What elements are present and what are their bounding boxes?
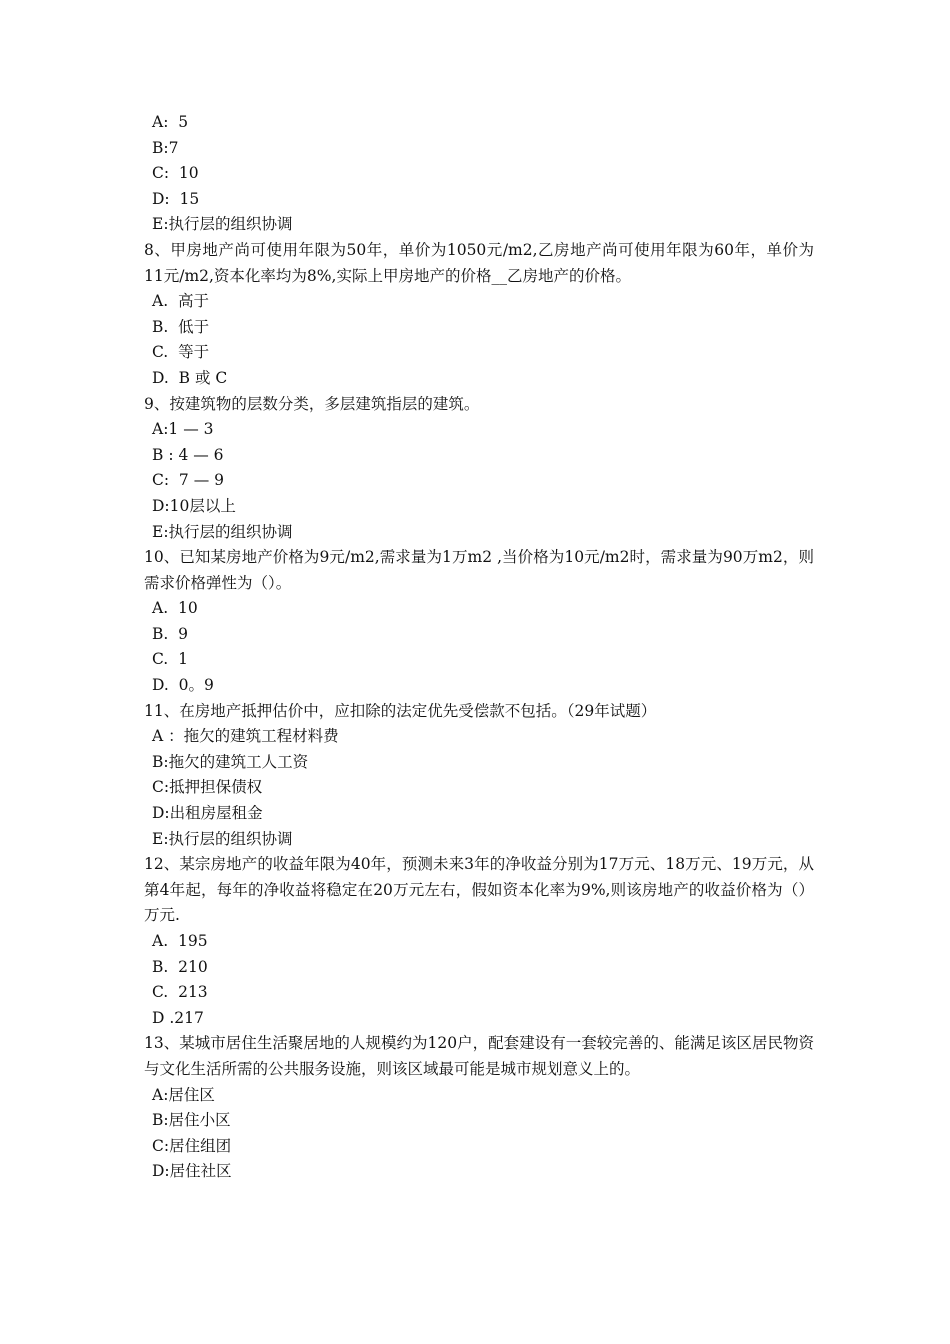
option-a: A:居住区 bbox=[152, 1085, 215, 1104]
option-d: D:10层以上 bbox=[152, 496, 236, 515]
option-d: D .217 bbox=[152, 1008, 204, 1027]
option-e: E:执行层的组织协调 bbox=[152, 829, 293, 848]
option-c: C:居住组团 bbox=[152, 1136, 232, 1155]
option-e: E:执行层的组织协调 bbox=[152, 215, 293, 234]
option-d: D:出租房屋租金 bbox=[152, 804, 263, 823]
option-a: A. 10 bbox=[152, 599, 198, 618]
option-a: A ：拖欠的建筑工程材料费 bbox=[152, 727, 339, 746]
question-11 bbox=[144, 699, 814, 853]
option-b: B. 9 bbox=[152, 624, 189, 643]
question-text: 11、在房地产抵押估价中，应扣除的法定优先受偿款不包括。（29年试题） bbox=[144, 701, 657, 720]
option-d: D. 0。9 bbox=[152, 676, 214, 695]
question-13 bbox=[144, 1031, 814, 1185]
question-text: 13、某城市居住生活聚居地的人规模约为120户，配套建设有一套较完善的、能满足该区居民物资与文化生活所需的公共服务设施，则该区域最可能是城市规划意义上的。 bbox=[144, 1034, 814, 1078]
question-8 bbox=[144, 238, 814, 392]
option-a: A: 5 bbox=[152, 113, 189, 131]
option-b: B : 4 — 6 bbox=[152, 445, 224, 464]
question-10 bbox=[144, 545, 814, 699]
question-text: 8、甲房地产尚可使用年限为50年，单价为1050元/m2,乙房地产尚可使用年限为60年，单价为11元/m2,资本化率均为8%,实际上甲房地产的价格__乙房地产的价格。 bbox=[144, 240, 814, 285]
question-7-options bbox=[144, 110, 814, 238]
option-c: C: 10 bbox=[152, 164, 199, 183]
question-9 bbox=[144, 392, 814, 546]
question-12 bbox=[144, 852, 814, 1031]
option-b: B:居住小区 bbox=[152, 1111, 231, 1130]
option-b: B:拖欠的建筑工人工资 bbox=[152, 752, 309, 771]
option-c: C: 7 — 9 bbox=[152, 471, 225, 490]
option-e: E:执行层的组织协调 bbox=[152, 522, 293, 541]
question-text: 9、按建筑物的层数分类，多层建筑指层的建筑。 bbox=[144, 394, 480, 413]
option-a: A:1 — 3 bbox=[152, 420, 214, 439]
option-d: D: 15 bbox=[152, 189, 200, 208]
option-c: C. 等于 bbox=[152, 343, 210, 362]
option-a: A. 195 bbox=[152, 932, 208, 950]
question-text: 12、某宗房地产的收益年限为40年，预测未来3年的净收益分别为17万元、18万元、19万元，从第4年起，每年的净收益将稳定在20万元左右，假如资本化率为9%,则该房地产的收益价格为（）万元. bbox=[144, 855, 814, 925]
option-c: C:抵押担保债权 bbox=[152, 778, 263, 797]
option-b: B. 低于 bbox=[152, 317, 210, 336]
option-c: C. 1 bbox=[152, 650, 188, 669]
question-text: 10、已知某房地产价格为9元/m2,需求量为1万m2 ,当价格为10元/m2时，需求量为90万m2，则需求价格弹性为（）。 bbox=[144, 548, 814, 592]
question-list bbox=[144, 110, 814, 1185]
option-d: D. B 或 C bbox=[152, 368, 228, 387]
option-b: B:7 bbox=[152, 138, 179, 157]
option-d: D:居住社区 bbox=[152, 1162, 232, 1181]
option-a: A. 高于 bbox=[152, 292, 209, 311]
option-b: B. 210 bbox=[152, 957, 208, 976]
option-c: C. 213 bbox=[152, 983, 208, 1002]
